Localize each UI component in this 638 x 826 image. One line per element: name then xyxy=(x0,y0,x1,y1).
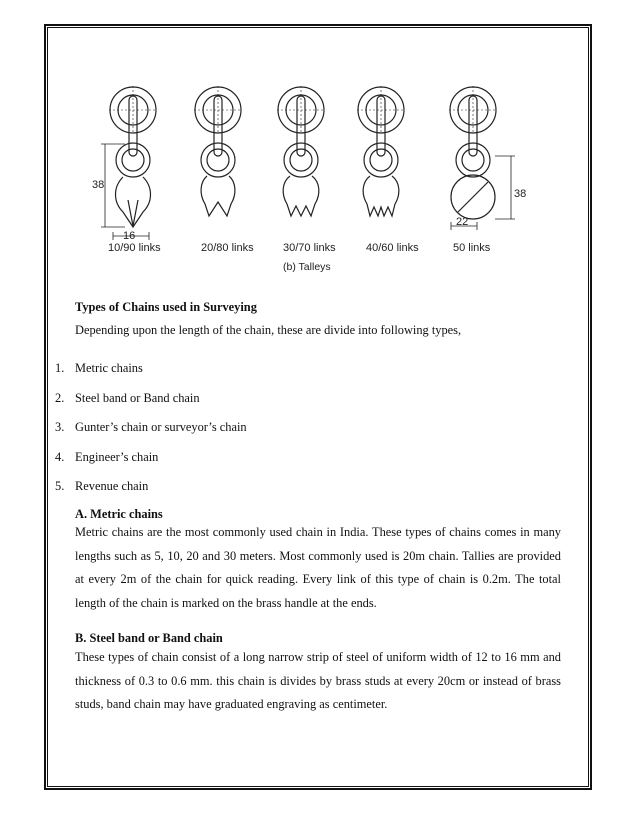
dim-right-38: 38 xyxy=(514,188,527,200)
talleys-figure xyxy=(85,82,525,277)
section-a-body: Metric chains are the most commonly used chain in India. These types of chains comes in many lengths such as 5, 10, 20 and 30 meters. Most commonly used is 20m chain. Tallies are provided at every 2m of the chain for quick reading. Every link of this type of chain is 0.2m. The total length of the chain is marked on the brass handle at the ends. xyxy=(75,525,561,610)
intro-text: Depending upon the length of the chain, these are divide into following types, xyxy=(75,323,462,337)
tally-label-3: 30/70 links xyxy=(283,242,336,254)
talleys-diagram xyxy=(85,82,525,277)
list-number: 5. xyxy=(55,479,65,493)
section-b-title: B. Steel band or Band chain xyxy=(75,631,223,645)
section-b-body: These types of chain consist of a long narrow strip of steel of uniform width of 12 to 16 mm and thickness of 0.3 to 0.6 mm. this chain is divides by brass studs at every 20cm or instead of brass studs, band chain may have graduated engraving as centimeter. xyxy=(75,650,561,712)
list-number: 3. xyxy=(55,420,65,434)
dim-right-22: 22 xyxy=(456,216,469,228)
list-number: 1. xyxy=(55,361,65,375)
list-item: Engineer’s chain xyxy=(75,450,159,464)
dim-left-16: 16 xyxy=(123,230,136,242)
figure-caption: (b) Talleys xyxy=(283,261,331,273)
list-item: Gunter’s chain or surveyor’s chain xyxy=(75,420,247,434)
section-heading: Types of Chains used in Surveying xyxy=(75,300,257,314)
tally-label-1: 10/90 links xyxy=(108,242,161,254)
tally-label-4: 40/60 links xyxy=(366,242,419,254)
tally-label-2: 20/80 links xyxy=(201,242,254,254)
dim-left-38: 38 xyxy=(92,179,105,191)
list-item: Revenue chain xyxy=(75,479,149,493)
section-a-title: A. Metric chains xyxy=(75,507,163,521)
list-item: Steel band or Band chain xyxy=(75,391,200,405)
list-item: Metric chains xyxy=(75,361,143,375)
list-number: 2. xyxy=(55,391,65,405)
list-number: 4. xyxy=(55,450,65,464)
tally-label-5: 50 links xyxy=(453,242,491,254)
